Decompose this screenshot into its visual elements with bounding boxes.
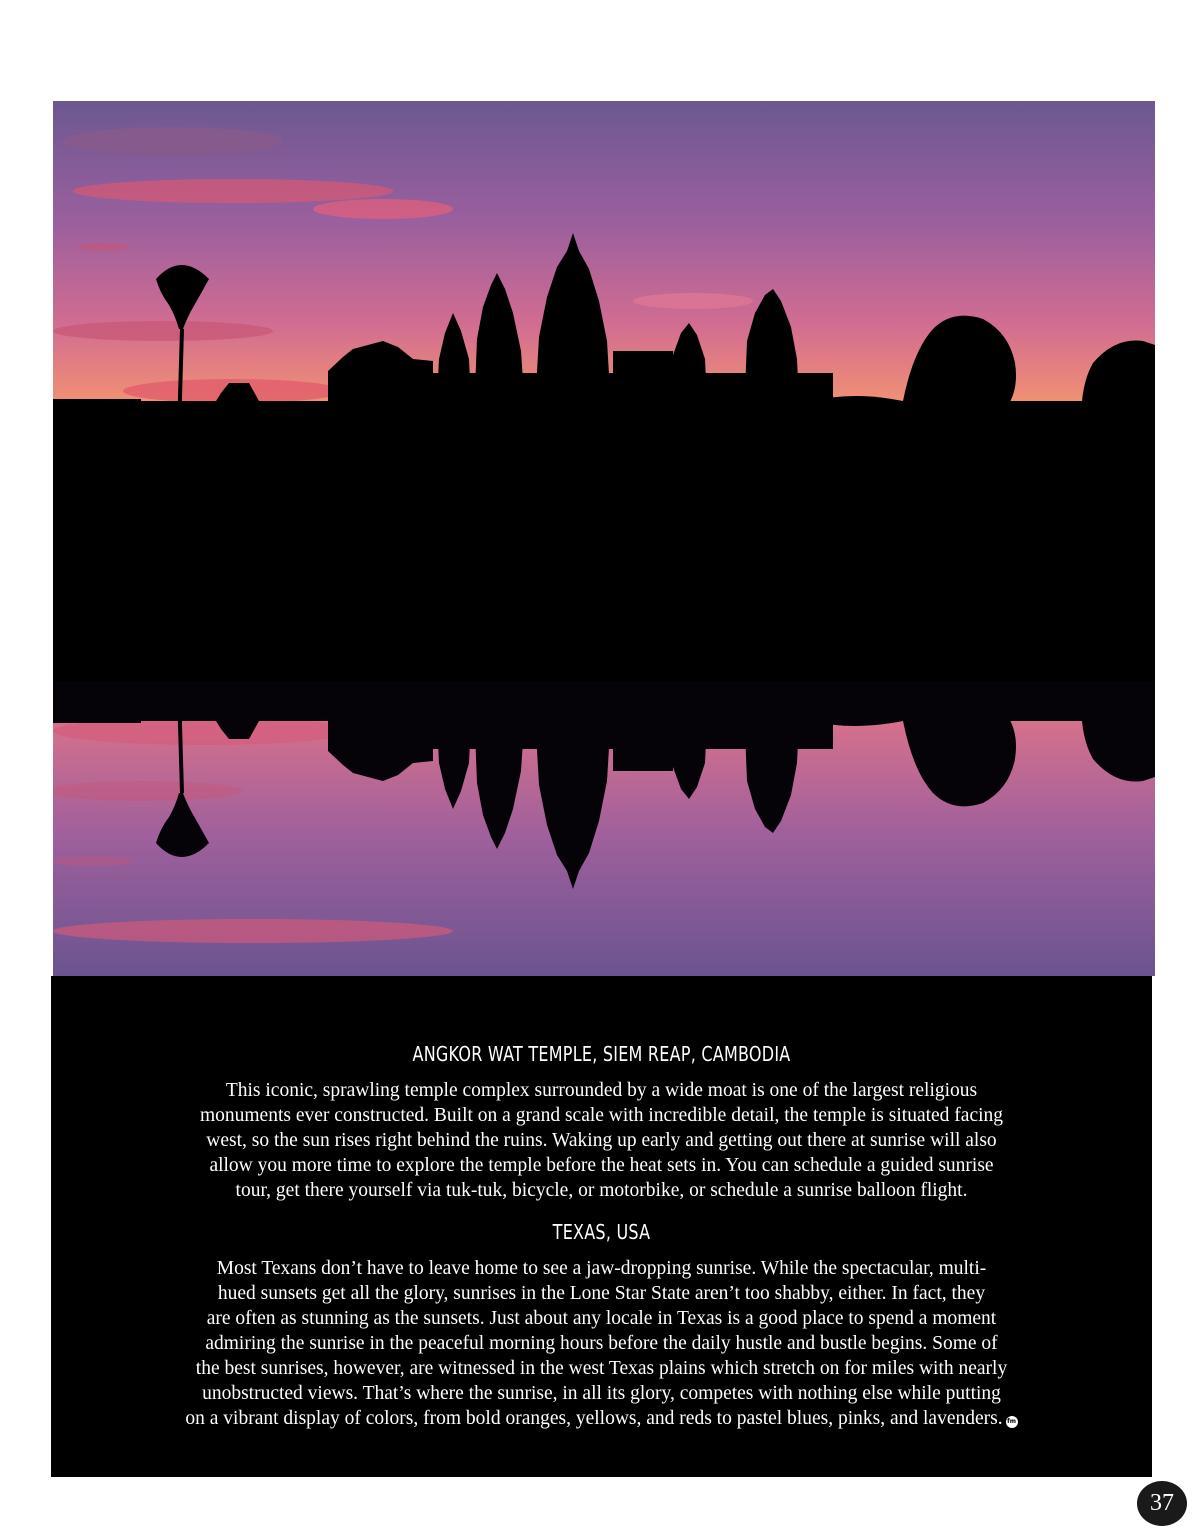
body-line: hued sunsets get all the glory, sunrises in the Lone Star State aren’t too shabby, either. In fact, they: [217, 1283, 986, 1304]
body-line: west, so the sun rises right behind the ruins. Waking up early and getting out there at sunrise will also: [206, 1130, 997, 1151]
caption-panel: [51, 976, 1152, 1477]
page-number: 37: [1137, 1481, 1187, 1526]
body-line: unobstructed views. That’s where the sunrise, in all its glory, competes with nothing else while putting: [202, 1383, 1001, 1404]
body-line: allow you more time to explore the temple before the heat sets in. You can schedule a guided sunrise: [209, 1155, 994, 1176]
body-line-text: on a vibrant display of colors, from bold oranges, yellows, and reds to pastel blues, pinks, and lavenders.: [185, 1408, 1003, 1429]
body-line: This iconic, sprawling temple complex surrounded by a wide moat is one of the largest religious: [225, 1080, 978, 1101]
body-line: are often as stunning as the sunsets. Just about any locale in Texas is a good place to spend a moment: [206, 1308, 997, 1329]
end-mark-icon: fm: [1006, 1416, 1018, 1428]
body-line: monuments ever constructed. Built on a grand scale with incredible detail, the temple is situated facing: [199, 1105, 1004, 1126]
section-body-texas: [131, 1256, 1072, 1431]
body-line-last: [131, 1406, 1072, 1431]
section-body-angkor-wat: [131, 1078, 1072, 1203]
section-heading-angkor-wat: ANGKOR WAT TEMPLE, SIEM REAP, CAMBODIA: [412, 1042, 791, 1066]
body-line: the best sunrises, however, are witnessed in the west Texas plains which stretch on for miles with nearly: [195, 1358, 1008, 1379]
body-line: Most Texans don’t have to leave home to see a jaw-dropping sunrise. While the spectacular, multi-: [216, 1258, 987, 1279]
body-line: tour, get there yourself via tuk-tuk, bicycle, or motorbike, or schedule a sunrise balloon flight.: [235, 1180, 968, 1201]
body-line: admiring the sunrise in the peaceful morning hours before the daily hustle and bustle begins. Some of: [205, 1333, 998, 1354]
section-heading-texas: TEXAS, USA: [552, 1220, 651, 1244]
angkor-wat-sunrise-photo: [53, 101, 1155, 976]
